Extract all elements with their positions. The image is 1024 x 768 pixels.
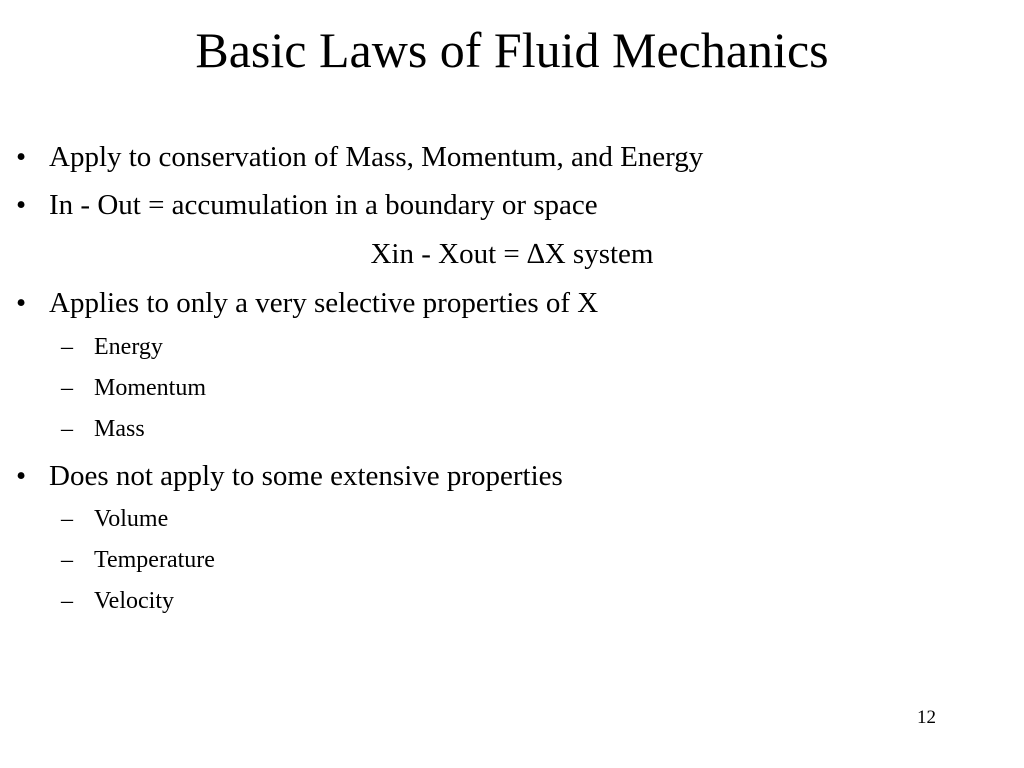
bullet-item (16, 459, 563, 493)
sub-bullet-item (61, 374, 206, 402)
dash-mark: – (61, 375, 73, 401)
bullet-mark: • (16, 460, 27, 492)
sub-bullet-text: Mass (94, 416, 145, 442)
bullet-item (16, 286, 598, 320)
bullet-text: Apply to conservation of Mass, Momentum, and Energy (49, 141, 704, 173)
bullet-text: Applies to only a very selective properties of X (49, 287, 599, 319)
bullet-text: Does not apply to some extensive properties (49, 460, 563, 492)
dash-mark: – (61, 547, 73, 573)
bullet-mark: • (16, 189, 27, 221)
sub-bullet-item (61, 505, 168, 533)
bullet-text: In - Out = accumulation in a boundary or space (49, 189, 598, 221)
sub-bullet-item (61, 333, 163, 361)
dash-mark: – (61, 334, 73, 360)
sub-bullet-text: Velocity (94, 588, 174, 614)
bullet-mark: • (16, 141, 27, 173)
sub-bullet-text: Temperature (94, 547, 215, 573)
sub-bullet-item (61, 587, 174, 615)
sub-bullet-text: Volume (94, 506, 169, 532)
equation: Xin - Xout = ∆X system (370, 238, 654, 270)
dash-mark: – (61, 588, 73, 614)
sub-bullet-item (61, 546, 215, 574)
sub-bullet-text: Energy (94, 334, 163, 360)
page-number: 12 (917, 707, 936, 728)
sub-bullet-text: Momentum (94, 375, 206, 401)
bullet-item (16, 140, 703, 174)
slide-title: Basic Laws of Fluid Mechanics (195, 22, 829, 78)
bullet-item (16, 188, 598, 222)
bullet-mark: • (16, 287, 27, 319)
sub-bullet-item (61, 415, 145, 443)
dash-mark: – (61, 506, 73, 532)
dash-mark: – (61, 416, 73, 442)
